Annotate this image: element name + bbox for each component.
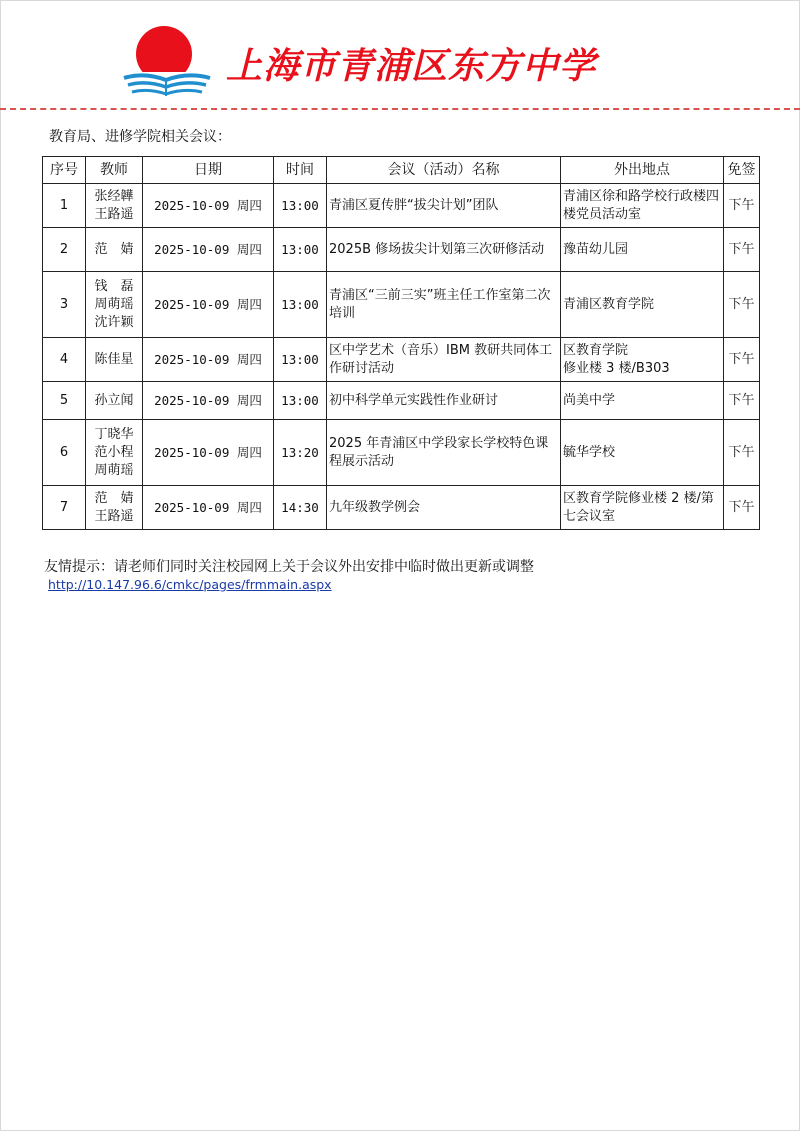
- cell-time: 13:00: [274, 228, 327, 272]
- cell-meeting-name: 青浦区“三前三实”班主任工作室第二次培训: [327, 272, 561, 338]
- cell-date: 2025-10-09 周四: [143, 338, 274, 382]
- cell-location: 区教育学院修业楼 2 楼/第七会议室: [561, 486, 724, 530]
- cell-location: 毓华学校: [561, 420, 724, 486]
- cell-date: 2025-10-09 周四: [143, 486, 274, 530]
- header-location: 外出地点: [561, 157, 724, 184]
- table-row: [43, 420, 760, 486]
- cell-leave: 下午: [724, 338, 760, 382]
- cell-teacher: 丁晓华 范小程 周萌瑶: [86, 420, 143, 486]
- cell-no: 2: [43, 228, 86, 272]
- cell-meeting-name: 九年级教学例会: [327, 486, 561, 530]
- cell-time: 13:00: [274, 272, 327, 338]
- cell-time: 13:00: [274, 184, 327, 228]
- cell-no: 7: [43, 486, 86, 530]
- cell-time: 13:20: [274, 420, 327, 486]
- cell-meeting-name: 初中科学单元实践性作业研讨: [327, 382, 561, 420]
- cell-meeting-name: 2025 年青浦区中学段家长学校特色课程展示活动: [327, 420, 561, 486]
- table-row: [43, 486, 760, 530]
- cell-teacher: 陈佳星: [86, 338, 143, 382]
- table-row: [43, 382, 760, 420]
- cell-leave: 下午: [724, 184, 760, 228]
- campus-network-link[interactable]: http://10.147.96.6/cmkc/pages/frmmain.aspx: [48, 577, 332, 592]
- cell-date: 2025-10-09 周四: [143, 382, 274, 420]
- school-name: 上海市青浦区东方中学: [226, 45, 597, 87]
- cell-location: 尚美中学: [561, 382, 724, 420]
- header-no: 序号: [43, 157, 86, 184]
- cell-leave: 下午: [724, 272, 760, 338]
- table-row: [43, 184, 760, 228]
- cell-teacher: 范 婧 王路遥: [86, 486, 143, 530]
- table-row: [43, 272, 760, 338]
- cell-time: 13:00: [274, 338, 327, 382]
- cell-location: 区教育学院 修业楼 3 楼/B303: [561, 338, 724, 382]
- cell-date: 2025-10-09 周四: [143, 420, 274, 486]
- cell-location: 青浦区徐和路学校行政楼四楼党员活动室: [561, 184, 724, 228]
- header-time: 时间: [274, 157, 327, 184]
- cell-meeting-name: 区中学艺术（音乐）IBM 教研共同体工作研讨活动: [327, 338, 561, 382]
- cell-time: 13:00: [274, 382, 327, 420]
- friendly-tip: 友情提示：请老师们同时关注校园网上关于会议外出安排中临时做出更新或调整: [44, 559, 534, 575]
- cell-no: 3: [43, 272, 86, 338]
- cell-leave: 下午: [724, 382, 760, 420]
- page-header: [0, 0, 800, 112]
- cell-time: 14:30: [274, 486, 327, 530]
- header-meeting-name: 会议（活动）名称: [327, 157, 561, 184]
- cell-leave: 下午: [724, 228, 760, 272]
- table-header-row: [43, 157, 760, 184]
- cell-leave: 下午: [724, 420, 760, 486]
- cell-teacher: 张经韡 王路遥: [86, 184, 143, 228]
- cell-no: 1: [43, 184, 86, 228]
- cell-teacher: 孙立闻: [86, 382, 143, 420]
- cell-location: 青浦区教育学院: [561, 272, 724, 338]
- cell-no: 4: [43, 338, 86, 382]
- cell-meeting-name: 2025B 修场拔尖计划第三次研修活动: [327, 228, 561, 272]
- cell-meeting-name: 青浦区夏传胖“拔尖计划”团队: [327, 184, 561, 228]
- header-leave: 免签: [724, 157, 760, 184]
- meetings-table: [42, 156, 760, 530]
- table-row: [43, 228, 760, 272]
- cell-location: 豫苗幼儿园: [561, 228, 724, 272]
- school-logo-icon: [118, 22, 218, 102]
- cell-teacher: 范 婧: [86, 228, 143, 272]
- cell-date: 2025-10-09 周四: [143, 228, 274, 272]
- cell-teacher: 钱 磊 周萌瑶 沈许颖: [86, 272, 143, 338]
- header-date: 日期: [143, 157, 274, 184]
- cell-no: 5: [43, 382, 86, 420]
- header-divider: [0, 108, 800, 110]
- cell-leave: 下午: [724, 486, 760, 530]
- cell-no: 6: [43, 420, 86, 486]
- cell-date: 2025-10-09 周四: [143, 184, 274, 228]
- section-title: 教育局、进修学院相关会议：: [49, 129, 231, 145]
- cell-date: 2025-10-09 周四: [143, 272, 274, 338]
- table-row: [43, 338, 760, 382]
- header-teacher: 教师: [86, 157, 143, 184]
